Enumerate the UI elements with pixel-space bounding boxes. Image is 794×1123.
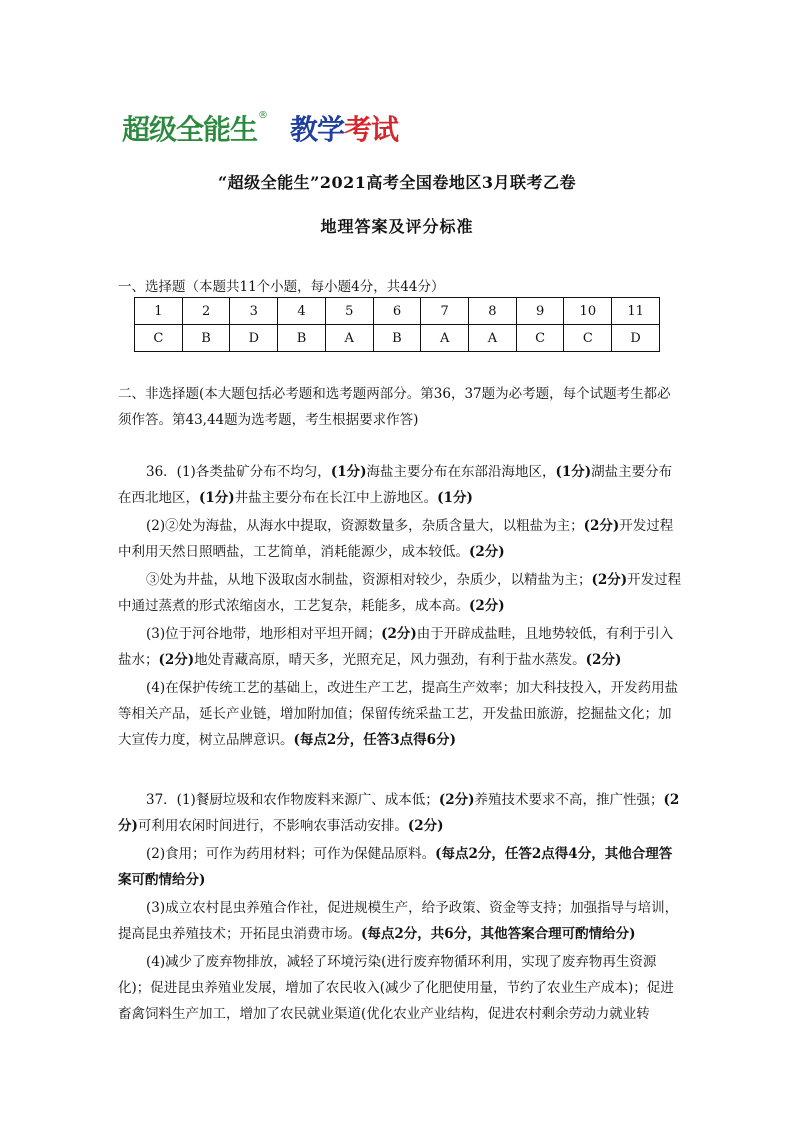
score-note: (每点2分，任答2点得4分，其他合理答案可酌情给分) bbox=[118, 846, 673, 888]
answer-table-number-row bbox=[135, 298, 660, 325]
answer-text: (3)成立农村昆虫养殖合作社，促进规模生产，给予政策、资金等支持；加强指导与培训，提高昆虫养殖技术；开拓昆虫消费市场。 bbox=[118, 900, 679, 942]
logo-brand-text: 超级全能生 bbox=[122, 113, 258, 146]
question-number-cell: 3 bbox=[230, 298, 278, 325]
score-note: (2分) bbox=[407, 818, 444, 834]
question-number-cell: 8 bbox=[469, 298, 517, 325]
question-number-cell: 1 bbox=[135, 298, 183, 325]
logo-exam-text: 考试 bbox=[344, 113, 399, 146]
answer-text: (4)减少了废弃物排放，减轻了环境污染(进行废弃物循环利用，实现了废弃物再生资源化)；促进昆虫养殖业发展，增加了农民收入(减少了化肥使用量，节约了农业生产成本)；促进畜禽饲料生产加工，增加了农民就业渠道(优化农业产业结构，促进农村剩余劳动力就业转 bbox=[118, 954, 674, 1022]
q37-part3 bbox=[118, 895, 684, 947]
section-2-heading: 二、非选择题(本大题包括必考题和选考题两部分。第36，37题为必考题，每个试题考生都必须作答。第43,44题为选考题，考生根据要求作答) bbox=[118, 386, 671, 428]
answer-text: 37．(1)餐厨垃圾和农作物废料来源广、成本低； bbox=[146, 792, 439, 808]
answer-table bbox=[134, 297, 660, 352]
question-number-cell: 6 bbox=[373, 298, 421, 325]
q37-part1 bbox=[118, 787, 684, 839]
answer-text: 井盐主要分布在长江中上游地区。 bbox=[234, 490, 438, 506]
answer-text: 湖盐主要分布在西北地区， bbox=[118, 464, 673, 506]
score-note: (每点2分，任答3点得6分) bbox=[293, 732, 456, 748]
answer-cell: D bbox=[230, 325, 278, 352]
score-note: (2分) bbox=[591, 572, 628, 588]
question-number-cell: 10 bbox=[564, 298, 612, 325]
logo-registered-mark: ® bbox=[258, 110, 269, 121]
answer-cell: C bbox=[516, 325, 564, 352]
answer-text: 由于开辟成盐畦，且地势较低，有利于引入盐水； bbox=[118, 626, 674, 668]
score-note: (2分) bbox=[118, 792, 680, 834]
answer-cell: A bbox=[421, 325, 469, 352]
answer-text: 养殖技术要求不高，推广性强； bbox=[474, 792, 664, 808]
score-note: (2分) bbox=[469, 544, 505, 560]
answer-text: 36．(1)各类盐矿分布不均匀， bbox=[146, 464, 331, 480]
answer-table-answer-row bbox=[135, 325, 660, 352]
score-note: (2分) bbox=[381, 626, 417, 642]
score-note: (2分) bbox=[438, 792, 475, 808]
answer-text: (4)在保护传统工艺的基础上，改进生产工艺，提高生产效率；加大科技投入，开发药用盐等相关产品，延长产业链，增加附加值；保留传统采盐工艺，开发盐田旅游，挖掘盐文化；加大宣传力度，树立品牌意识。 bbox=[118, 680, 679, 748]
score-note: (1分) bbox=[555, 464, 592, 480]
answer-text: 可利用农闲时间进行，不影响农事活动安排。 bbox=[137, 818, 408, 834]
answer-text: (2)②处为海盐，从海水中提取，资源数量多，杂质含量大，以粗盐为主； bbox=[146, 518, 584, 534]
score-note: (2分) bbox=[469, 598, 505, 614]
answer-cell: C bbox=[564, 325, 612, 352]
answer-cell: B bbox=[278, 325, 326, 352]
answer-text: 开发过程中通过蒸煮的形式浓缩卤水，工艺复杂，耗能多，成本高。 bbox=[118, 572, 682, 614]
answer-cell: B bbox=[182, 325, 230, 352]
q36-part1 bbox=[118, 459, 684, 511]
score-note: (2分) bbox=[158, 652, 195, 668]
q37-part4 bbox=[118, 949, 684, 1027]
document-subtitle: 地理答案及评分标准 bbox=[320, 217, 474, 236]
answer-cell: C bbox=[135, 325, 183, 352]
q36-part3 bbox=[118, 621, 684, 673]
answer-cell: D bbox=[612, 325, 660, 352]
answer-text: (2)食用；可作为药用材料；可作为保健品原料。 bbox=[146, 846, 436, 862]
question-number-cell: 7 bbox=[421, 298, 469, 325]
answer-cell: B bbox=[373, 325, 421, 352]
q36-part2-continued bbox=[118, 567, 684, 619]
question-number-cell: 5 bbox=[325, 298, 373, 325]
question-number-cell: 4 bbox=[278, 298, 326, 325]
section-1-heading: 一、选择题（本题共11个小题，每小题4分，共44分） bbox=[118, 279, 445, 295]
q36-part2 bbox=[118, 513, 684, 565]
question-number-cell: 9 bbox=[516, 298, 564, 325]
logo bbox=[122, 108, 398, 148]
answer-text: (3)位于河谷地带，地形相对平坦开阔； bbox=[146, 626, 382, 642]
score-note: (2分) bbox=[585, 652, 622, 668]
q36-part4 bbox=[118, 675, 684, 753]
score-note: (2分) bbox=[583, 518, 620, 534]
answer-text: 地处青藏高原，晴天多，光照充足，风力强劲，有利于盐水蒸发。 bbox=[194, 652, 586, 668]
score-note: (每点2分，共6分，其他答案合理可酌情给分) bbox=[361, 926, 636, 942]
document-title: “超级全能生”2021高考全国卷地区3月联考乙卷 bbox=[217, 173, 577, 192]
q37-part2 bbox=[118, 841, 684, 893]
logo-teach-text: 教学 bbox=[290, 113, 345, 146]
question-number-cell: 11 bbox=[612, 298, 660, 325]
answer-text: 海盐主要分布在东部沿海地区， bbox=[366, 464, 556, 480]
answer-cell: A bbox=[325, 325, 373, 352]
score-note: (1分) bbox=[330, 464, 367, 480]
score-note: (1分) bbox=[199, 490, 235, 506]
score-note: (1分) bbox=[437, 490, 473, 506]
answer-cell: A bbox=[469, 325, 517, 352]
answer-text: ③处为井盐，从地下汲取卤水制盐，资源相对较少，杂质少，以精盐为主； bbox=[146, 572, 592, 588]
answer-text: 开发过程中利用天然日照晒盐，工艺简单，消耗能源少，成本较低。 bbox=[118, 518, 674, 560]
question-number-cell: 2 bbox=[182, 298, 230, 325]
